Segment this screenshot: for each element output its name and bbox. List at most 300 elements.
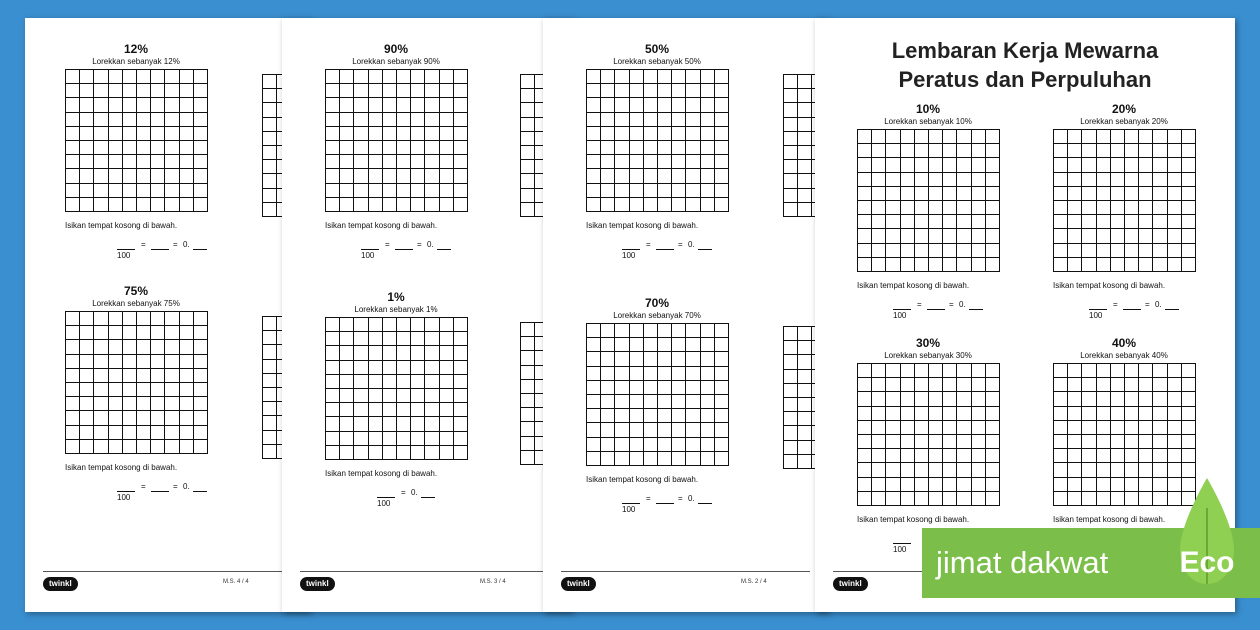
grid-cell[interactable] — [454, 346, 468, 360]
grid-cell[interactable] — [1054, 173, 1068, 187]
grid-cell[interactable] — [180, 169, 194, 183]
grid-cell[interactable] — [1139, 378, 1153, 392]
grid-cell[interactable] — [587, 324, 601, 338]
grid-cell[interactable] — [886, 463, 900, 477]
grid-cell[interactable] — [1168, 258, 1182, 272]
grid-cell[interactable] — [1182, 158, 1196, 172]
grid-cell[interactable] — [326, 198, 340, 212]
grid-cell[interactable] — [915, 144, 929, 158]
grid-cell[interactable] — [326, 84, 340, 98]
grid-cell[interactable] — [411, 198, 425, 212]
grid-cell[interactable] — [80, 198, 94, 212]
grid-cell[interactable] — [180, 184, 194, 198]
grid-cell[interactable] — [397, 98, 411, 112]
grid-cell[interactable] — [1182, 130, 1196, 144]
grid-cell[interactable] — [80, 98, 94, 112]
grid-cell[interactable] — [943, 215, 957, 229]
grid-cell[interactable] — [715, 184, 729, 198]
grid-cell[interactable] — [915, 229, 929, 243]
grid-cell[interactable] — [784, 132, 798, 146]
hundred-grid[interactable] — [325, 317, 468, 460]
grid-cell[interactable] — [1125, 392, 1139, 406]
grid-cell[interactable] — [454, 403, 468, 417]
grid-cell[interactable] — [1182, 258, 1196, 272]
grid-cell[interactable] — [872, 158, 886, 172]
grid-cell[interactable] — [151, 198, 165, 212]
grid-cell[interactable] — [658, 84, 672, 98]
grid-cell[interactable] — [886, 201, 900, 215]
grid-cell[interactable] — [383, 155, 397, 169]
grid-cell[interactable] — [858, 244, 872, 258]
grid-cell[interactable] — [440, 70, 454, 84]
grid-cell[interactable] — [109, 155, 123, 169]
grid-cell[interactable] — [986, 158, 1000, 172]
grid-cell[interactable] — [672, 409, 686, 423]
grid-cell[interactable] — [858, 478, 872, 492]
grid-cell[interactable] — [615, 452, 629, 466]
grid-cell[interactable] — [1082, 215, 1096, 229]
numerator-blank[interactable] — [893, 533, 911, 544]
grid-cell[interactable] — [137, 127, 151, 141]
grid-cell[interactable] — [165, 326, 179, 340]
grid-cell[interactable] — [1082, 435, 1096, 449]
grid-cell[interactable] — [587, 127, 601, 141]
grid-cell[interactable] — [615, 198, 629, 212]
grid-cell[interactable] — [94, 355, 108, 369]
grid-cell[interactable] — [94, 184, 108, 198]
grid-cell[interactable] — [340, 446, 354, 460]
grid-cell[interactable] — [644, 381, 658, 395]
grid-cell[interactable] — [929, 364, 943, 378]
grid-cell[interactable] — [972, 187, 986, 201]
grid-cell[interactable] — [1125, 449, 1139, 463]
grid-cell[interactable] — [1153, 130, 1167, 144]
grid-cell[interactable] — [194, 426, 208, 440]
numerator-blank[interactable] — [622, 239, 640, 250]
grid-cell[interactable] — [137, 383, 151, 397]
grid-cell[interactable] — [1082, 364, 1096, 378]
grid-cell[interactable] — [701, 438, 715, 452]
grid-cell[interactable] — [94, 397, 108, 411]
grid-cell[interactable] — [672, 98, 686, 112]
grid-cell[interactable] — [1153, 449, 1167, 463]
grid-cell[interactable] — [615, 113, 629, 127]
grid-cell[interactable] — [137, 198, 151, 212]
grid-cell[interactable] — [109, 426, 123, 440]
grid-cell[interactable] — [326, 446, 340, 460]
grid-cell[interactable] — [784, 441, 798, 455]
grid-cell[interactable] — [66, 369, 80, 383]
grid-cell[interactable] — [80, 355, 94, 369]
grid-cell[interactable] — [137, 340, 151, 354]
grid-cell[interactable] — [672, 338, 686, 352]
grid-cell[interactable] — [1097, 130, 1111, 144]
grid-cell[interactable] — [340, 361, 354, 375]
grid-cell[interactable] — [1097, 144, 1111, 158]
grid-cell[interactable] — [986, 392, 1000, 406]
grid-cell[interactable] — [1082, 244, 1096, 258]
grid-cell[interactable] — [601, 127, 615, 141]
grid-cell[interactable] — [798, 118, 812, 132]
grid-cell[interactable] — [1054, 187, 1068, 201]
grid-cell[interactable] — [326, 155, 340, 169]
grid-cell[interactable] — [1068, 130, 1082, 144]
grid-cell[interactable] — [587, 438, 601, 452]
grid-cell[interactable] — [1125, 421, 1139, 435]
grid-cell[interactable] — [1125, 407, 1139, 421]
grid-cell[interactable] — [858, 258, 872, 272]
grid-cell[interactable] — [354, 432, 368, 446]
numerator-blank[interactable] — [361, 239, 379, 250]
grid-cell[interactable] — [943, 173, 957, 187]
grid-cell[interactable] — [397, 84, 411, 98]
grid-cell[interactable] — [521, 189, 535, 203]
grid-cell[interactable] — [972, 407, 986, 421]
grid-cell[interactable] — [686, 395, 700, 409]
grid-cell[interactable] — [340, 403, 354, 417]
grid-cell[interactable] — [123, 98, 137, 112]
grid-cell[interactable] — [1182, 449, 1196, 463]
grid-cell[interactable] — [686, 338, 700, 352]
grid-cell[interactable] — [1068, 244, 1082, 258]
grid-cell[interactable] — [383, 417, 397, 431]
grid-cell[interactable] — [601, 409, 615, 423]
grid-cell[interactable] — [715, 381, 729, 395]
grid-cell[interactable] — [411, 84, 425, 98]
grid-cell[interactable] — [137, 312, 151, 326]
grid-cell[interactable] — [123, 340, 137, 354]
grid-cell[interactable] — [686, 155, 700, 169]
grid-cell[interactable] — [784, 412, 798, 426]
grid-cell[interactable] — [80, 369, 94, 383]
grid-cell[interactable] — [715, 169, 729, 183]
grid-cell[interactable] — [80, 113, 94, 127]
grid-cell[interactable] — [957, 392, 971, 406]
grid-cell[interactable] — [1097, 378, 1111, 392]
grid-cell[interactable] — [137, 98, 151, 112]
grid-cell[interactable] — [784, 203, 798, 217]
grid-cell[interactable] — [701, 155, 715, 169]
grid-cell[interactable] — [1082, 173, 1096, 187]
grid-cell[interactable] — [1111, 187, 1125, 201]
grid-cell[interactable] — [1168, 392, 1182, 406]
grid-cell[interactable] — [109, 340, 123, 354]
grid-cell[interactable] — [383, 184, 397, 198]
grid-cell[interactable] — [1111, 435, 1125, 449]
grid-cell[interactable] — [340, 198, 354, 212]
grid-cell[interactable] — [440, 375, 454, 389]
grid-cell[interactable] — [454, 113, 468, 127]
grid-cell[interactable] — [630, 184, 644, 198]
grid-cell[interactable] — [943, 130, 957, 144]
grid-cell[interactable] — [1168, 229, 1182, 243]
grid-cell[interactable] — [672, 198, 686, 212]
grid-cell[interactable] — [701, 169, 715, 183]
grid-cell[interactable] — [425, 127, 439, 141]
grid-cell[interactable] — [972, 229, 986, 243]
grid-cell[interactable] — [109, 169, 123, 183]
grid-cell[interactable] — [521, 103, 535, 117]
grid-cell[interactable] — [263, 75, 277, 89]
grid-cell[interactable] — [929, 258, 943, 272]
grid-cell[interactable] — [872, 492, 886, 506]
grid-cell[interactable] — [369, 361, 383, 375]
grid-cell[interactable] — [798, 189, 812, 203]
grid-cell[interactable] — [109, 369, 123, 383]
grid-cell[interactable] — [1111, 158, 1125, 172]
grid-cell[interactable] — [340, 332, 354, 346]
grid-cell[interactable] — [915, 421, 929, 435]
grid-cell[interactable] — [1097, 421, 1111, 435]
grid-cell[interactable] — [915, 364, 929, 378]
grid-cell[interactable] — [263, 345, 277, 359]
grid-cell[interactable] — [1153, 144, 1167, 158]
grid-cell[interactable] — [929, 492, 943, 506]
grid-cell[interactable] — [972, 392, 986, 406]
grid-cell[interactable] — [858, 229, 872, 243]
grid-cell[interactable] — [957, 187, 971, 201]
grid-cell[interactable] — [1082, 378, 1096, 392]
grid-cell[interactable] — [972, 215, 986, 229]
grid-cell[interactable] — [1125, 187, 1139, 201]
grid-cell[interactable] — [872, 435, 886, 449]
grid-cell[interactable] — [1182, 173, 1196, 187]
grid-cell[interactable] — [66, 70, 80, 84]
grid-cell[interactable] — [929, 158, 943, 172]
hundred-grid[interactable] — [857, 129, 1000, 272]
grid-cell[interactable] — [701, 127, 715, 141]
grid-cell[interactable] — [658, 184, 672, 198]
grid-cell[interactable] — [1153, 392, 1167, 406]
grid-cell[interactable] — [1139, 130, 1153, 144]
grid-cell[interactable] — [1153, 364, 1167, 378]
grid-cell[interactable] — [686, 381, 700, 395]
grid-cell[interactable] — [986, 364, 1000, 378]
grid-cell[interactable] — [1125, 364, 1139, 378]
grid-cell[interactable] — [644, 409, 658, 423]
grid-cell[interactable] — [109, 411, 123, 425]
grid-cell[interactable] — [326, 432, 340, 446]
grid-cell[interactable] — [80, 70, 94, 84]
grid-cell[interactable] — [1111, 144, 1125, 158]
grid-cell[interactable] — [929, 215, 943, 229]
grid-cell[interactable] — [425, 389, 439, 403]
grid-cell[interactable] — [180, 440, 194, 454]
grid-cell[interactable] — [986, 478, 1000, 492]
grid-cell[interactable] — [915, 158, 929, 172]
grid-cell[interactable] — [872, 478, 886, 492]
grid-cell[interactable] — [672, 438, 686, 452]
grid-cell[interactable] — [369, 141, 383, 155]
grid-cell[interactable] — [858, 378, 872, 392]
grid-cell[interactable] — [521, 380, 535, 394]
decimal-blank[interactable] — [698, 493, 712, 504]
grid-cell[interactable] — [901, 173, 915, 187]
grid-cell[interactable] — [686, 367, 700, 381]
grid-cell[interactable] — [383, 70, 397, 84]
grid-cell[interactable] — [972, 463, 986, 477]
grid-cell[interactable] — [784, 355, 798, 369]
grid-cell[interactable] — [601, 184, 615, 198]
grid-cell[interactable] — [858, 392, 872, 406]
grid-cell[interactable] — [858, 364, 872, 378]
grid-cell[interactable] — [521, 132, 535, 146]
grid-cell[interactable] — [425, 346, 439, 360]
grid-cell[interactable] — [326, 141, 340, 155]
grid-cell[interactable] — [1097, 244, 1111, 258]
grid-cell[interactable] — [411, 361, 425, 375]
grid-cell[interactable] — [1082, 229, 1096, 243]
grid-cell[interactable] — [340, 184, 354, 198]
grid-cell[interactable] — [715, 352, 729, 366]
grid-cell[interactable] — [425, 98, 439, 112]
grid-cell[interactable] — [383, 84, 397, 98]
grid-cell[interactable] — [521, 394, 535, 408]
grid-cell[interactable] — [1068, 463, 1082, 477]
grid-cell[interactable] — [80, 383, 94, 397]
grid-cell[interactable] — [1168, 187, 1182, 201]
grid-cell[interactable] — [1139, 449, 1153, 463]
grid-cell[interactable] — [109, 184, 123, 198]
grid-cell[interactable] — [644, 438, 658, 452]
grid-cell[interactable] — [957, 244, 971, 258]
grid-cell[interactable] — [1125, 201, 1139, 215]
grid-cell[interactable] — [1054, 463, 1068, 477]
grid-cell[interactable] — [601, 98, 615, 112]
grid-cell[interactable] — [80, 326, 94, 340]
grid-cell[interactable] — [340, 98, 354, 112]
grid-cell[interactable] — [1068, 173, 1082, 187]
grid-cell[interactable] — [1068, 187, 1082, 201]
numerator-blank[interactable] — [622, 493, 640, 504]
grid-cell[interactable] — [587, 141, 601, 155]
grid-cell[interactable] — [798, 384, 812, 398]
grid-cell[interactable] — [1097, 215, 1111, 229]
grid-cell[interactable] — [929, 435, 943, 449]
grid-cell[interactable] — [440, 198, 454, 212]
grid-cell[interactable] — [886, 378, 900, 392]
grid-cell[interactable] — [886, 421, 900, 435]
grid-cell[interactable] — [354, 417, 368, 431]
grid-cell[interactable] — [858, 130, 872, 144]
grid-cell[interactable] — [630, 395, 644, 409]
grid-cell[interactable] — [798, 355, 812, 369]
grid-cell[interactable] — [986, 407, 1000, 421]
grid-cell[interactable] — [165, 198, 179, 212]
grid-cell[interactable] — [1054, 258, 1068, 272]
grid-cell[interactable] — [630, 381, 644, 395]
grid-cell[interactable] — [1054, 244, 1068, 258]
grid-cell[interactable] — [326, 98, 340, 112]
grid-cell[interactable] — [858, 173, 872, 187]
grid-cell[interactable] — [397, 346, 411, 360]
grid-cell[interactable] — [644, 423, 658, 437]
grid-cell[interactable] — [1139, 173, 1153, 187]
grid-cell[interactable] — [66, 98, 80, 112]
grid-cell[interactable] — [165, 383, 179, 397]
grid-cell[interactable] — [1125, 229, 1139, 243]
grid-cell[interactable] — [454, 332, 468, 346]
grid-cell[interactable] — [354, 332, 368, 346]
grid-cell[interactable] — [715, 409, 729, 423]
grid-cell[interactable] — [601, 352, 615, 366]
grid-cell[interactable] — [194, 141, 208, 155]
grid-cell[interactable] — [165, 355, 179, 369]
grid-cell[interactable] — [180, 383, 194, 397]
grid-cell[interactable] — [383, 318, 397, 332]
grid-cell[interactable] — [901, 229, 915, 243]
grid-cell[interactable] — [1068, 421, 1082, 435]
grid-cell[interactable] — [194, 440, 208, 454]
grid-cell[interactable] — [701, 70, 715, 84]
grid-cell[interactable] — [601, 141, 615, 155]
grid-cell[interactable] — [123, 355, 137, 369]
grid-cell[interactable] — [340, 389, 354, 403]
grid-cell[interactable] — [798, 327, 812, 341]
hundred-grid[interactable] — [857, 363, 1000, 506]
grid-cell[interactable] — [263, 317, 277, 331]
grid-cell[interactable] — [1153, 435, 1167, 449]
grid-cell[interactable] — [686, 198, 700, 212]
grid-cell[interactable] — [411, 113, 425, 127]
grid-cell[interactable] — [798, 398, 812, 412]
grid-cell[interactable] — [701, 141, 715, 155]
grid-cell[interactable] — [1139, 492, 1153, 506]
grid-cell[interactable] — [397, 403, 411, 417]
grid-cell[interactable] — [1111, 492, 1125, 506]
grid-cell[interactable] — [886, 478, 900, 492]
grid-cell[interactable] — [151, 411, 165, 425]
grid-cell[interactable] — [601, 70, 615, 84]
grid-cell[interactable] — [411, 98, 425, 112]
grid-cell[interactable] — [411, 155, 425, 169]
grid-cell[interactable] — [521, 160, 535, 174]
grid-cell[interactable] — [66, 326, 80, 340]
grid-cell[interactable] — [123, 198, 137, 212]
grid-cell[interactable] — [986, 201, 1000, 215]
grid-cell[interactable] — [263, 174, 277, 188]
grid-cell[interactable] — [901, 421, 915, 435]
decimal-blank[interactable] — [193, 239, 207, 250]
grid-cell[interactable] — [929, 392, 943, 406]
grid-cell[interactable] — [615, 395, 629, 409]
grid-cell[interactable] — [601, 381, 615, 395]
grid-cell[interactable] — [263, 89, 277, 103]
grid-cell[interactable] — [1054, 229, 1068, 243]
grid-cell[interactable] — [943, 364, 957, 378]
grid-cell[interactable] — [1153, 244, 1167, 258]
grid-cell[interactable] — [615, 84, 629, 98]
grid-cell[interactable] — [1182, 187, 1196, 201]
grid-cell[interactable] — [180, 312, 194, 326]
grid-cell[interactable] — [397, 127, 411, 141]
grid-cell[interactable] — [715, 438, 729, 452]
grid-cell[interactable] — [943, 258, 957, 272]
grid-cell[interactable] — [165, 169, 179, 183]
grid-cell[interactable] — [601, 452, 615, 466]
grid-cell[interactable] — [354, 70, 368, 84]
grid-cell[interactable] — [644, 84, 658, 98]
grid-cell[interactable] — [872, 364, 886, 378]
grid-cell[interactable] — [123, 397, 137, 411]
grid-cell[interactable] — [425, 318, 439, 332]
grid-cell[interactable] — [1082, 144, 1096, 158]
grid-cell[interactable] — [798, 174, 812, 188]
grid-cell[interactable] — [872, 463, 886, 477]
grid-cell[interactable] — [957, 144, 971, 158]
grid-cell[interactable] — [123, 426, 137, 440]
grid-cell[interactable] — [615, 338, 629, 352]
